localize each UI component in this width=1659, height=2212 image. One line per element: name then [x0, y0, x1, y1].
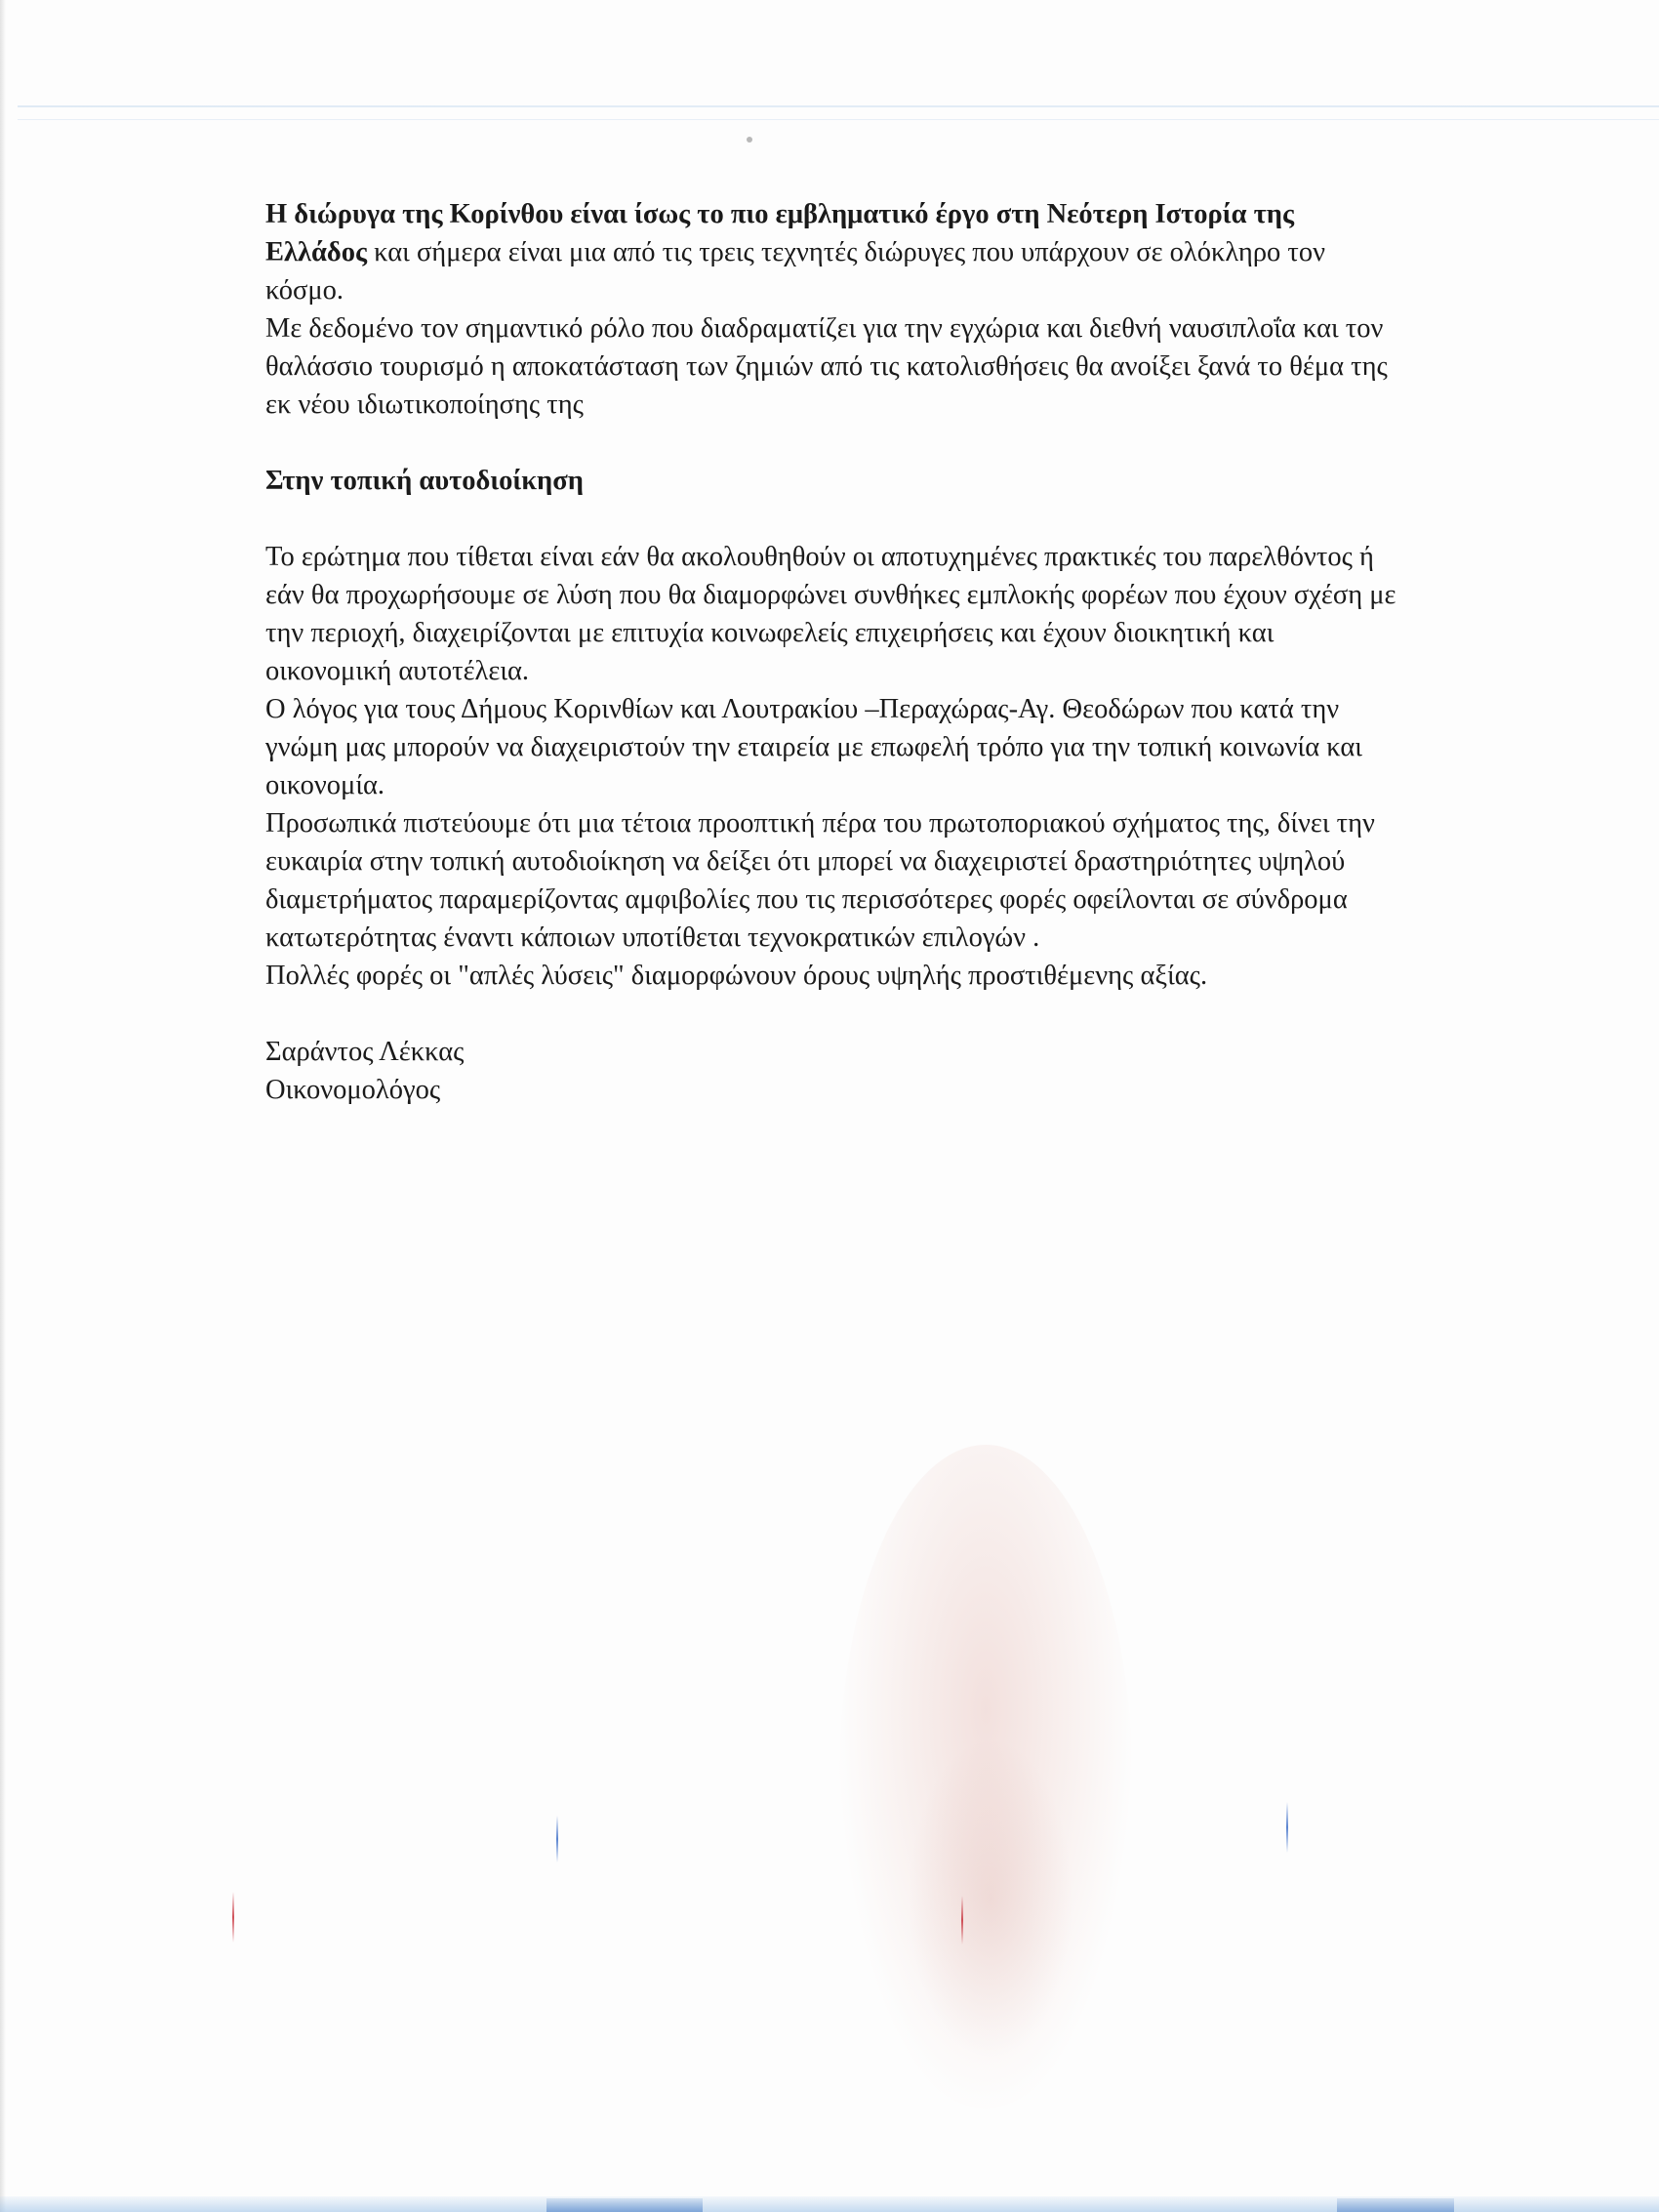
intro-bold-lead: Η διώρυγα της Κορίνθου είναι ίσως το πιο εμβληματικό έργο στη Νεότερη Ιστορία της Ελλάδος — [265, 199, 1294, 267]
registration-mark-blue — [556, 1816, 558, 1863]
registration-mark-red — [232, 1892, 234, 1943]
paragraph-spacer — [265, 500, 1397, 538]
signature-title: Οικονομολόγος — [265, 1075, 441, 1105]
scan-bottom-band — [1337, 2198, 1454, 2212]
scan-artifact-line — [18, 119, 1659, 120]
intro-rest: και σήμερα είναι μια από τις τρεις τεχνητές διώρυγες που υπάρχουν σε ολόκληρο τον κόσμο. — [265, 237, 1326, 306]
paragraph-spacer — [265, 995, 1397, 1033]
scan-edge-shadow — [0, 0, 6, 2212]
paragraph-spacer — [265, 424, 1397, 462]
signature-name: Σαράντος Λέκκας — [265, 1037, 465, 1067]
paragraph-closing: Πολλές φορές οι "απλές λύσεις" διαμορφώνουν όρους υψηλής προστιθέμενης αξίας. — [265, 961, 1208, 991]
scan-artifact-line — [18, 105, 1659, 107]
registration-mark-red — [961, 1896, 963, 1945]
paragraph-shipping: Με δεδομένο τον σημαντικό ρόλο που διαδραματίζει για την εγχώρια και διεθνή ναυσιπλοΐα και τον θαλάσσιο τουρισμό η αποκατάσταση των ζημιών από τις κατολισθήσεις θα ανοίξει ξανά το θέμα της εκ νέου ιδιωτικοποίησης της — [265, 313, 1388, 420]
document-body — [265, 195, 1397, 1109]
paragraph-opinion: Προσωπικά πιστεύουμε ότι μια τέτοια προοπτική πέρα του πρωτοποριακού σχήματος της, δίνει την ευκαιρία στην τοπική αυτοδιοίκηση να δείξει ότι μπορεί να διαχειριστεί δραστηριότητες υψηλού διαμετρήματος παραμερίζοντας αμφιβολίες που τις περισσότερες φορές οφείλονται σε σύνδρομα κατωτερότητας έναντι κάποιων υποτίθεται τεχνοκρατικών επιλογών . — [265, 808, 1375, 953]
paragraph-municipalities: Ο λόγος για τους Δήμους Κορινθίων και Λουτρακίου –Περαχώρας-Αγ. Θεοδώρων που κατά την γνώμη μας μπορούν να διαχειριστούν την εταιρεία με επωφελή τρόπο για την τοπική κοινωνία και οικονομία. — [265, 694, 1362, 800]
scan-bottom-band — [546, 2198, 703, 2212]
section-heading: Στην τοπική αυτοδιοίκηση — [265, 466, 584, 496]
scan-artifact-dot — [747, 137, 752, 143]
registration-mark-blue — [1286, 1802, 1288, 1853]
paragraph-question: Το ερώτημα που τίθεται είναι εάν θα ακολουθηθούν οι αποτυχημένες πρακτικές του παρελθόντος ή εάν θα προχωρήσουμε σε λύση που θα διαμορφώνει συνθήκες εμπλοκής φορέων που έχουν σχέση με την περιοχή, διαχειρίζονται με επιτυχία κοινωφελείς επιχειρήσεις και έχουν διοικητική και οικονομική αυτοτέλεια. — [265, 542, 1396, 686]
paper-stain — [908, 1738, 1073, 2060]
intro-paragraph — [265, 195, 1397, 309]
